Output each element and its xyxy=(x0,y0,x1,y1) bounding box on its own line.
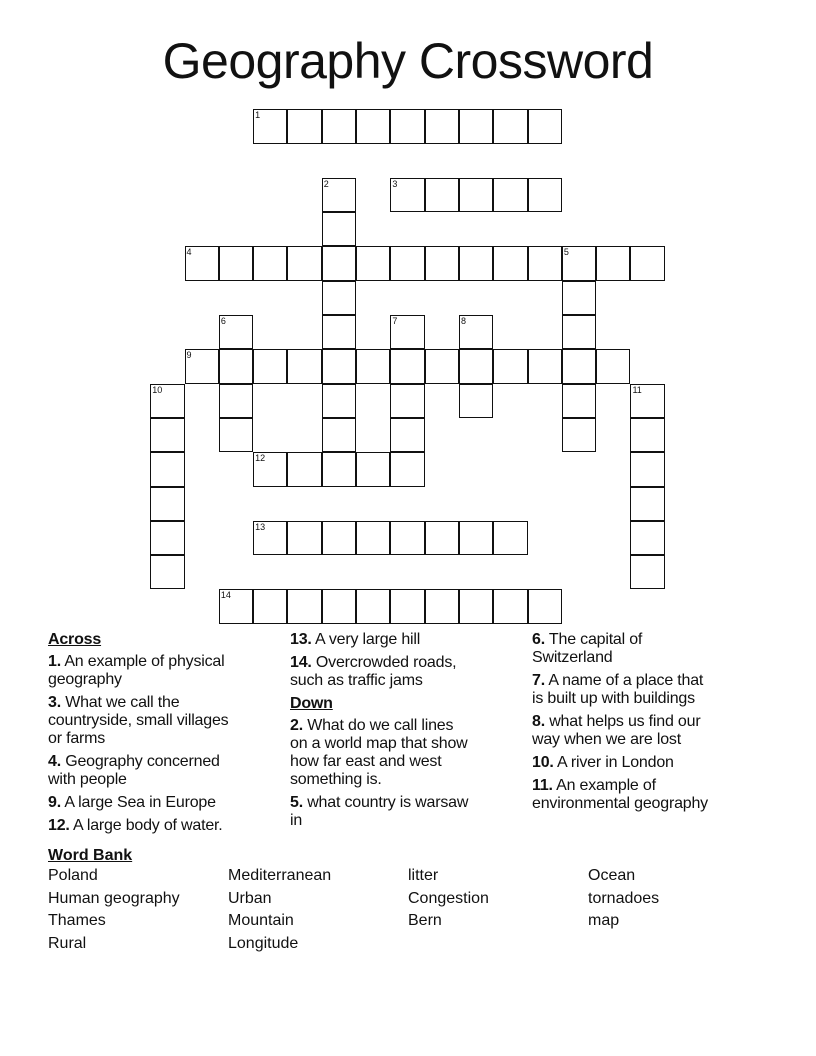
word-bank xyxy=(48,847,768,953)
down-clue xyxy=(290,717,525,789)
grid-cell[interactable] xyxy=(185,246,219,280)
grid-cell[interactable] xyxy=(390,589,424,623)
word-bank-item: Poland xyxy=(48,867,98,884)
down-header: Down xyxy=(290,695,333,712)
across-clue xyxy=(290,654,525,690)
grid-cell[interactable] xyxy=(459,178,493,212)
grid-cell[interactable] xyxy=(322,384,356,418)
grid-cell[interactable] xyxy=(562,384,596,418)
clue-text: what helps us find our way when we are lost xyxy=(532,713,701,748)
grid-cell[interactable] xyxy=(596,349,630,383)
grid-cell[interactable] xyxy=(390,384,424,418)
grid-cell[interactable] xyxy=(150,418,184,452)
grid-cell[interactable] xyxy=(425,246,459,280)
word-bank-item: Rural xyxy=(48,934,87,952)
clue-text: What do we call lines on a world map that show how far east and west something is. xyxy=(290,717,468,788)
across-clue xyxy=(290,631,525,649)
word-bank-header: Word Bank xyxy=(48,847,133,864)
across-clue xyxy=(48,653,283,689)
grid-cell[interactable] xyxy=(596,246,630,280)
grid-cell[interactable] xyxy=(390,521,424,555)
grid-cell[interactable] xyxy=(493,109,527,143)
grid-cell[interactable] xyxy=(562,246,596,280)
cell-number: 8 xyxy=(460,316,466,327)
grid-cell[interactable] xyxy=(630,521,664,555)
across-clue xyxy=(48,753,283,789)
word-bank-item: Urban xyxy=(228,889,272,907)
clue-text: A large body of water. xyxy=(73,817,223,834)
grid-cell[interactable] xyxy=(287,452,321,486)
grid-cell[interactable] xyxy=(562,349,596,383)
grid-cell[interactable] xyxy=(322,109,356,143)
clue-text: what country is warsaw in xyxy=(290,794,469,829)
down-clue xyxy=(532,777,772,813)
clue-number: 5. xyxy=(290,794,303,811)
clue-text: Geography concerned with people xyxy=(48,753,220,788)
clue-text: What we call the countryside, small villages or farms xyxy=(48,694,229,747)
clue-text: An example of physical geography xyxy=(48,653,225,688)
clue-number: 12. xyxy=(48,817,70,834)
grid-cell[interactable] xyxy=(219,384,253,418)
across-clue xyxy=(48,794,283,812)
word-bank-item: Human geography xyxy=(48,889,180,907)
cell-number: 6 xyxy=(220,316,226,327)
cell-number: 4 xyxy=(186,247,192,258)
grid-cell[interactable] xyxy=(185,349,219,383)
grid-cell[interactable] xyxy=(356,452,390,486)
grid-cell[interactable] xyxy=(219,246,253,280)
clues-column-2 xyxy=(290,631,525,835)
grid-cell[interactable] xyxy=(390,109,424,143)
grid-cell[interactable] xyxy=(459,589,493,623)
grid-cell[interactable] xyxy=(253,452,287,486)
clue-number: 4. xyxy=(48,753,61,770)
word-bank-item: Thames xyxy=(48,912,106,930)
grid-cell[interactable] xyxy=(493,246,527,280)
grid-cell[interactable] xyxy=(322,521,356,555)
clue-number: 10. xyxy=(532,754,554,771)
grid-cell[interactable] xyxy=(253,349,287,383)
grid-cell[interactable] xyxy=(562,315,596,349)
grid-cell[interactable] xyxy=(219,589,253,623)
grid-cell[interactable] xyxy=(150,384,184,418)
word-bank-item: Bern xyxy=(408,912,442,930)
grid-cell[interactable] xyxy=(425,349,459,383)
grid-cell[interactable] xyxy=(253,246,287,280)
grid-cell[interactable] xyxy=(630,555,664,589)
clue-number: 2. xyxy=(290,717,303,734)
cell-number: 7 xyxy=(392,316,398,327)
cell-number: 12 xyxy=(255,453,266,464)
grid-cell[interactable] xyxy=(425,178,459,212)
cell-number: 5 xyxy=(563,247,569,258)
grid-cell[interactable] xyxy=(493,178,527,212)
clue-number: 3. xyxy=(48,694,61,711)
grid-cell[interactable] xyxy=(630,487,664,521)
grid-cell[interactable] xyxy=(322,315,356,349)
across-header: Across xyxy=(48,631,102,648)
grid-cell[interactable] xyxy=(528,349,562,383)
word-bank-item: litter xyxy=(408,867,439,884)
clue-text: Overcrowded roads, such as traffic jams xyxy=(290,654,457,689)
grid-cell[interactable] xyxy=(287,521,321,555)
grid-cell[interactable] xyxy=(425,589,459,623)
page-title: Geography Crossword xyxy=(162,33,654,89)
down-clue xyxy=(290,794,525,830)
grid-cell[interactable] xyxy=(390,418,424,452)
grid-cell[interactable] xyxy=(459,109,493,143)
grid-cell[interactable] xyxy=(459,349,493,383)
clue-number: 11. xyxy=(532,777,553,794)
grid-cell[interactable] xyxy=(528,246,562,280)
grid-cell[interactable] xyxy=(630,384,664,418)
clue-number: 6. xyxy=(532,631,545,648)
cell-number: 14 xyxy=(220,590,231,601)
grid-cell[interactable] xyxy=(356,246,390,280)
clue-text: The capital of Switzerland xyxy=(532,631,643,666)
cell-number: 13 xyxy=(255,521,266,532)
word-bank-item: Ocean xyxy=(588,867,636,884)
down-clue xyxy=(532,672,772,708)
clue-number: 1. xyxy=(48,653,61,670)
grid-cell[interactable] xyxy=(390,178,424,212)
clue-number: 8. xyxy=(532,713,545,730)
clues-column-3 xyxy=(532,631,772,818)
grid-cell[interactable] xyxy=(253,109,287,143)
grid-cell[interactable] xyxy=(390,349,424,383)
clues-column-1 xyxy=(48,631,283,840)
clue-number: 7. xyxy=(532,672,545,689)
clue-number: 13. xyxy=(290,631,312,648)
grid-cell[interactable] xyxy=(219,315,253,349)
grid-cell[interactable] xyxy=(150,487,184,521)
grid-cell[interactable] xyxy=(356,589,390,623)
cell-number: 2 xyxy=(323,178,329,189)
grid-cell[interactable] xyxy=(390,246,424,280)
grid-cell[interactable] xyxy=(150,521,184,555)
grid-cell[interactable] xyxy=(425,109,459,143)
grid-cell[interactable] xyxy=(322,418,356,452)
cell-number: 3 xyxy=(392,178,398,189)
word-bank-item: map xyxy=(588,912,620,930)
cell-number: 9 xyxy=(186,350,192,361)
clue-text: An example of environmental geography xyxy=(532,777,708,812)
grid-cell[interactable] xyxy=(322,281,356,315)
grid-cell[interactable] xyxy=(390,452,424,486)
grid-cell[interactable] xyxy=(287,589,321,623)
word-bank-item: Mountain xyxy=(228,912,294,930)
clue-text: A river in London xyxy=(557,754,674,771)
grid-cell[interactable] xyxy=(528,109,562,143)
grid-cell[interactable] xyxy=(322,246,356,280)
grid-cell[interactable] xyxy=(630,246,664,280)
word-bank-item: tornadoes xyxy=(588,889,660,907)
clue-number: 14. xyxy=(290,654,312,671)
grid-cell[interactable] xyxy=(219,349,253,383)
across-clue xyxy=(48,694,283,748)
grid-cell[interactable] xyxy=(356,109,390,143)
clue-number: 9. xyxy=(48,794,61,811)
grid-cell[interactable] xyxy=(322,349,356,383)
grid-cell[interactable] xyxy=(253,589,287,623)
grid-cell[interactable] xyxy=(356,521,390,555)
grid-cell[interactable] xyxy=(253,521,287,555)
word-bank-item: Mediterranean xyxy=(228,867,332,884)
word-bank-item: Congestion xyxy=(408,889,489,907)
clue-text: A very large hill xyxy=(315,631,421,648)
grid-cell[interactable] xyxy=(562,281,596,315)
grid-cell[interactable] xyxy=(287,349,321,383)
grid-cell[interactable] xyxy=(322,452,356,486)
grid-cell[interactable] xyxy=(459,521,493,555)
clue-text: A name of a place that is built up with buildings xyxy=(532,672,704,707)
cell-number: 11 xyxy=(632,384,642,395)
grid-cell[interactable] xyxy=(150,452,184,486)
grid-cell[interactable] xyxy=(493,349,527,383)
down-clue xyxy=(532,754,772,772)
cell-number: 10 xyxy=(152,384,163,395)
grid-cell[interactable] xyxy=(528,589,562,623)
grid-cell[interactable] xyxy=(493,521,527,555)
down-clue xyxy=(532,631,772,667)
grid-cell[interactable] xyxy=(287,246,321,280)
grid-cell[interactable] xyxy=(528,178,562,212)
clue-text: A large Sea in Europe xyxy=(64,794,216,811)
cell-number: 1 xyxy=(255,110,261,121)
grid-cell[interactable] xyxy=(630,418,664,452)
word-bank-item: Longitude xyxy=(228,934,299,952)
down-clue xyxy=(532,713,772,749)
grid-cell[interactable] xyxy=(390,315,424,349)
grid-cell[interactable] xyxy=(493,589,527,623)
grid-cell[interactable] xyxy=(322,212,356,246)
grid-cell[interactable] xyxy=(322,589,356,623)
grid-cell[interactable] xyxy=(562,418,596,452)
grid-cell[interactable] xyxy=(459,246,493,280)
grid-cell[interactable] xyxy=(150,555,184,589)
across-clue xyxy=(48,817,283,835)
grid-cell[interactable] xyxy=(219,418,253,452)
grid-cell[interactable] xyxy=(287,109,321,143)
grid-cell[interactable] xyxy=(459,384,493,418)
grid-cell[interactable] xyxy=(356,349,390,383)
grid-cell[interactable] xyxy=(425,521,459,555)
grid-cell[interactable] xyxy=(630,452,664,486)
grid-cell[interactable] xyxy=(459,315,493,349)
grid-cell[interactable] xyxy=(322,178,356,212)
